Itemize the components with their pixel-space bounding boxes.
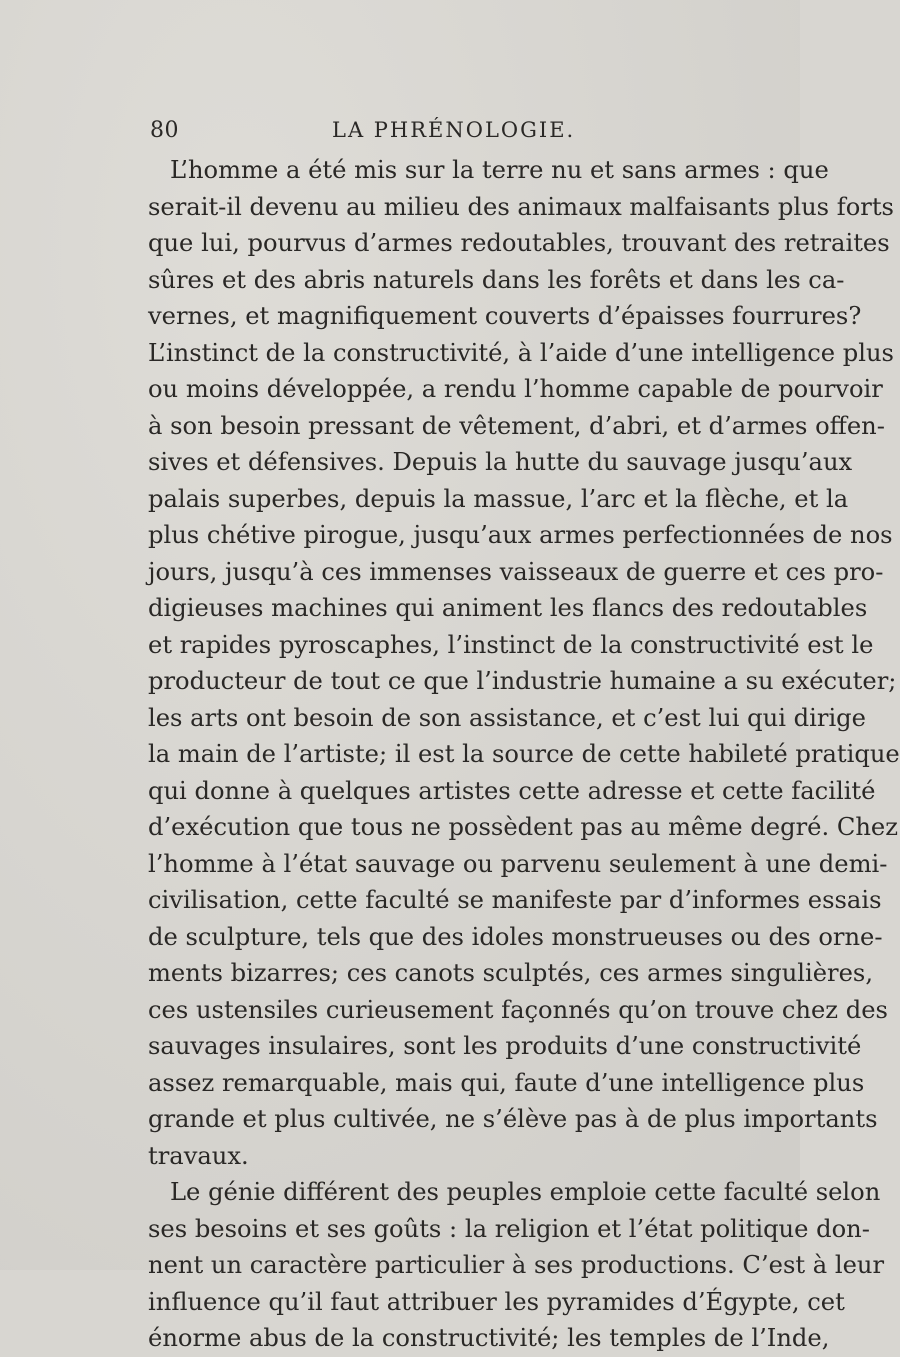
text-line: digieuses machines qui animent les flancs des redoutables: [148, 594, 868, 622]
text-line: d’exécution que tous ne possèdent pas au même degré. Chez: [148, 813, 898, 841]
text-line: que lui, pourvus d’armes redoutables, trouvant des retraites: [148, 229, 890, 257]
text-line: énorme abus de la constructivité; les temples de l’Inde,: [148, 1324, 830, 1352]
text-line: l’homme à l’état sauvage ou parvenu seulement à une demi-: [148, 849, 888, 878]
text-line: de sculpture, tels que des idoles monstrueuses ou des orne-: [148, 922, 883, 951]
page-number: 80: [150, 118, 179, 143]
text-line: les arts ont besoin de son assistance, et c’est lui qui dirige: [148, 703, 866, 732]
text-line: qui donne à quelques artistes cette adresse et cette facilité: [148, 776, 876, 805]
text-line: ou moins développée, a rendu l’homme capable de pourvoir: [148, 375, 883, 403]
text-line: civilisation, cette faculté se manifeste par d’informes essais: [148, 886, 882, 914]
text-line: nent un caractère particulier à ses productions. C’est à leur: [148, 1251, 885, 1279]
text-line: jours, jusqu’à ces immenses vaisseaux de guerre et ces pro-: [148, 557, 884, 586]
text-line: palais superbes, depuis la massue, l’arc et la flèche, et la: [148, 484, 849, 513]
text-line: sives et défensives. Depuis la hutte du sauvage jusqu’aux: [148, 448, 853, 476]
text-line: grande et plus cultivée, ne s’élève pas à de plus importants: [148, 1105, 878, 1133]
text-line: travaux.: [148, 1141, 249, 1170]
text-line: L’homme a été mis sur la terre nu et sans armes : que: [170, 156, 829, 184]
text-line: vernes, et magnifiquement couverts d’épaisses fourrures?: [148, 302, 862, 330]
text-line: ses besoins et ses goûts : la religion et l’état politique don-: [148, 1214, 870, 1243]
text-line: plus chétive pirogue, jusqu’aux armes perfectionnées de nos: [148, 521, 893, 549]
text-line: serait-il devenu au milieu des animaux malfaisants plus forts: [148, 192, 894, 221]
text-line: ces ustensiles curieusement façonnés qu’on trouve chez des: [148, 995, 888, 1024]
text-line: et rapides pyroscaphes, l’instinct de la constructivité est le: [148, 630, 874, 659]
text-line: ments bizarres; ces canots sculptés, ces armes singulières,: [148, 959, 874, 987]
text-line: sauvages insulaires, sont les produits d’une constructivité: [148, 1032, 862, 1060]
paragraph-1: [148, 152, 900, 1174]
text-line: L’instinct de la constructivité, à l’aide d’une intelligence plus: [148, 338, 894, 367]
text-line: sûres et des abris naturels dans les forêts et dans les ca-: [148, 265, 845, 294]
running-head: LA PHRÉNOLOGIE.: [332, 118, 576, 142]
body-text: [148, 152, 900, 1357]
text-line: influence qu’il faut attribuer les pyramides d’Égypte, cet: [148, 1287, 845, 1316]
page-header: [150, 118, 720, 148]
paragraph-2: [148, 1174, 885, 1357]
text-line: Le génie différent des peuples emploie cette faculté selon: [170, 1178, 881, 1206]
text-line: assez remarquable, mais qui, faute d’une intelligence plus: [148, 1068, 865, 1097]
text-line: la main de l’artiste; il est la source de cette habileté pratique: [148, 740, 900, 768]
text-line: producteur de tout ce que l’industrie humaine a su exécuter;: [148, 667, 897, 695]
text-line: à son besoin pressant de vêtement, d’abri, et d’armes offen-: [148, 411, 885, 440]
